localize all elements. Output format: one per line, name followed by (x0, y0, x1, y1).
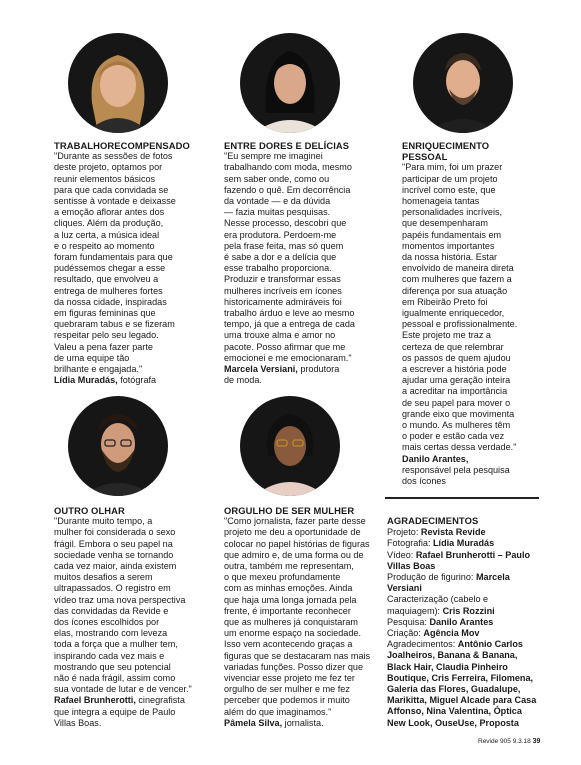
signature-role: responsável pela pesquisa dos ícones (402, 464, 510, 487)
signature (54, 695, 219, 729)
ack-line: Vídeo: Rafael Brunherotti – Paulo Villas Boas (387, 549, 531, 571)
signature-role: produtora de moda. (224, 364, 340, 386)
signature-role: cinegrafista que integra a equipe de Paulo Villas Boas. (54, 695, 185, 728)
issue-label: Revide 905 9.3.18 (478, 738, 531, 745)
section-heading: ORGULHO DE SER MULHER (224, 505, 355, 516)
section-divider (385, 497, 539, 499)
page-footer (478, 738, 540, 745)
acknowledgements (387, 515, 552, 729)
signature-name: Pâmela Silva, (224, 717, 283, 728)
section-heading: OUTRO OLHAR (54, 505, 125, 516)
section-orgulho-de-ser-mulher (224, 505, 389, 729)
section-quote: "Durante muito tempo, a mulher foi considerada o sexo frágil. Embora o seu papel na sociedade venha se tornando cada vez maior, ainda existem muitos desafios a serem ultrapassados. O registro em vídeo traz uma nova perspectiva das convidadas da Revide e dos ícones escolhidos por elas, mostrando com leveza toda a força que a mulher tem, inspirando cada vez mais e mostrando que seu potencial não é nada frágil, assim como sua vontade de lutar e de vencer." (54, 516, 192, 695)
signature-name: Marcela Versiani, (224, 364, 298, 375)
ack-line: Fotografia: Lídia Muradás (387, 538, 495, 549)
portrait-danilo-arantes (413, 33, 513, 133)
page-number: 39 (532, 738, 541, 745)
portrait-lidia-muradas (68, 33, 168, 133)
signature-name: Danilo Arantes, (402, 453, 469, 464)
ack-line: Pesquisa: Danilo Arantes (387, 616, 494, 627)
signature-role: jornalista. (282, 717, 324, 728)
section-quote: "Como jornalista, fazer parte desse projeto me deu a oportunidade de colocar no papel histórias de figuras que admiro e, de uma forma ou de outra, também me representam, o que mexeu profundamente com as minhas emoções. Ainda que haja uma longa jornada pela frente, é importante reconhecer que as mulheres já conquistaram um enorme espaço na sociedade. Isso vem acontecendo graças a figuras que se destacaram nas mais variadas funções. Posso dizer que vivenciar esse projeto me fez ter orgulho de ser mulher e me fez perceber que podemos ir muito além do que imaginamos." (224, 516, 371, 717)
acknowledgements-heading: AGRADECIMENTOS (387, 515, 479, 526)
signature-name: Rafael Brunherotti, (54, 695, 136, 706)
section-heading: ENTRE DORES E DELÍCIAS (224, 140, 350, 151)
section-quote: "Para mim, foi um prazer participar de um projeto incrível como este, que homenageia tantas personalidades incríveis, que desempenharam papéis fundamentais em momentos importantes da nossa história. Estar envolvido de maneira direta com mulheres que fazem a diferença por sua atuação em Ribeirão Preto foi igualmente enriquecedor, pessoal e profissionalmente. Este projeto me traz a certeza de que relembrar os passos de quem ajudou a escrever a história pode ajudar uma geração inteira a acreditar na importância de seu papel para mover o grande eixo que movimenta o mundo. As mulheres têm o poder e estão cada vez mais certas dessa verdade." (402, 162, 518, 453)
section-quote: "Durante as sessões de fotos deste projeto, optamos por reunir elementos básicos para que cada convidada se sentisse à vontade e deixasse a emoção aflorar antes dos cliques. Além da produção, a luz certa, a música ideal e o respeito ao momento foram fundamentais para que pudéssemos chegar a esse resultado, que envolveu a entrega de mulheres fortes da nossa cidade, inspiradas em figuras femininas que quebraram tabus e se fizeram respeitar pelo seu legado. Valeu a pena fazer parte de uma equipe tão brilhante e engajada." (54, 151, 176, 375)
portrait-marcela-versiani (240, 33, 340, 133)
section-heading: TRABALHORECOMPENSADO (54, 140, 190, 151)
ack-line: Criação: Agência Mov (387, 628, 480, 639)
portrait-rafael-brunherotti (68, 396, 168, 496)
ack-line: Projeto: Revista Revide (387, 527, 486, 538)
signature (224, 364, 389, 386)
portrait-pamela-silva (240, 396, 340, 496)
section-enriquecimento-pessoal (402, 140, 552, 487)
section-entre-dores-e-delicias (224, 140, 389, 386)
section-quote: "Eu sempre me imaginei trabalhando com moda, mesmo sem saber onde, como ou fazendo o quê. Em decorrência da vontade — e da dúvida — fazia muitas pesquisas. Nesse processo, descobri que era produtora. Perdoem-me pela frase feita, mas só quem é sabe a dor e a delícia que esse trabalho proporciona. Produzir e transformar essas mulheres incríveis em ícones historicamente admiráveis foi trabalho árduo e leve ao mesmo tempo, já que a entrega de cada uma trouxe alma e amor no pacote. Posso afirmar que me emocionei e me emocionaram." (224, 151, 355, 363)
signature-name: Lídia Muradás, (54, 375, 118, 386)
signature (54, 375, 214, 386)
section-heading: ENRIQUECIMENTO PESSOAL (402, 140, 490, 163)
signature (224, 718, 389, 729)
signature-role: fotógrafa (117, 375, 157, 386)
ack-line: Produção de figurino: Marcela Versiani (387, 572, 510, 594)
ack-line: Caracterização (cabelo e maquiagem): Cris Rozzini (387, 594, 495, 616)
section-trabalho-recompensado (54, 140, 214, 386)
ack-line: Agradecimentos: Antônio Carlos Joalheiros, Banana & Banana, Black Hair, Claudia Pinheiro Boutique, Cris Ferreira, Filomena, Galeria das Flores, Guadalupe, Marikitta, Miguel Alcade para Casa Affonso, Nina Valentina, Óptica New Look, OuseUse, Proposta (387, 639, 537, 728)
signature (402, 454, 552, 488)
section-outro-olhar (54, 505, 219, 729)
